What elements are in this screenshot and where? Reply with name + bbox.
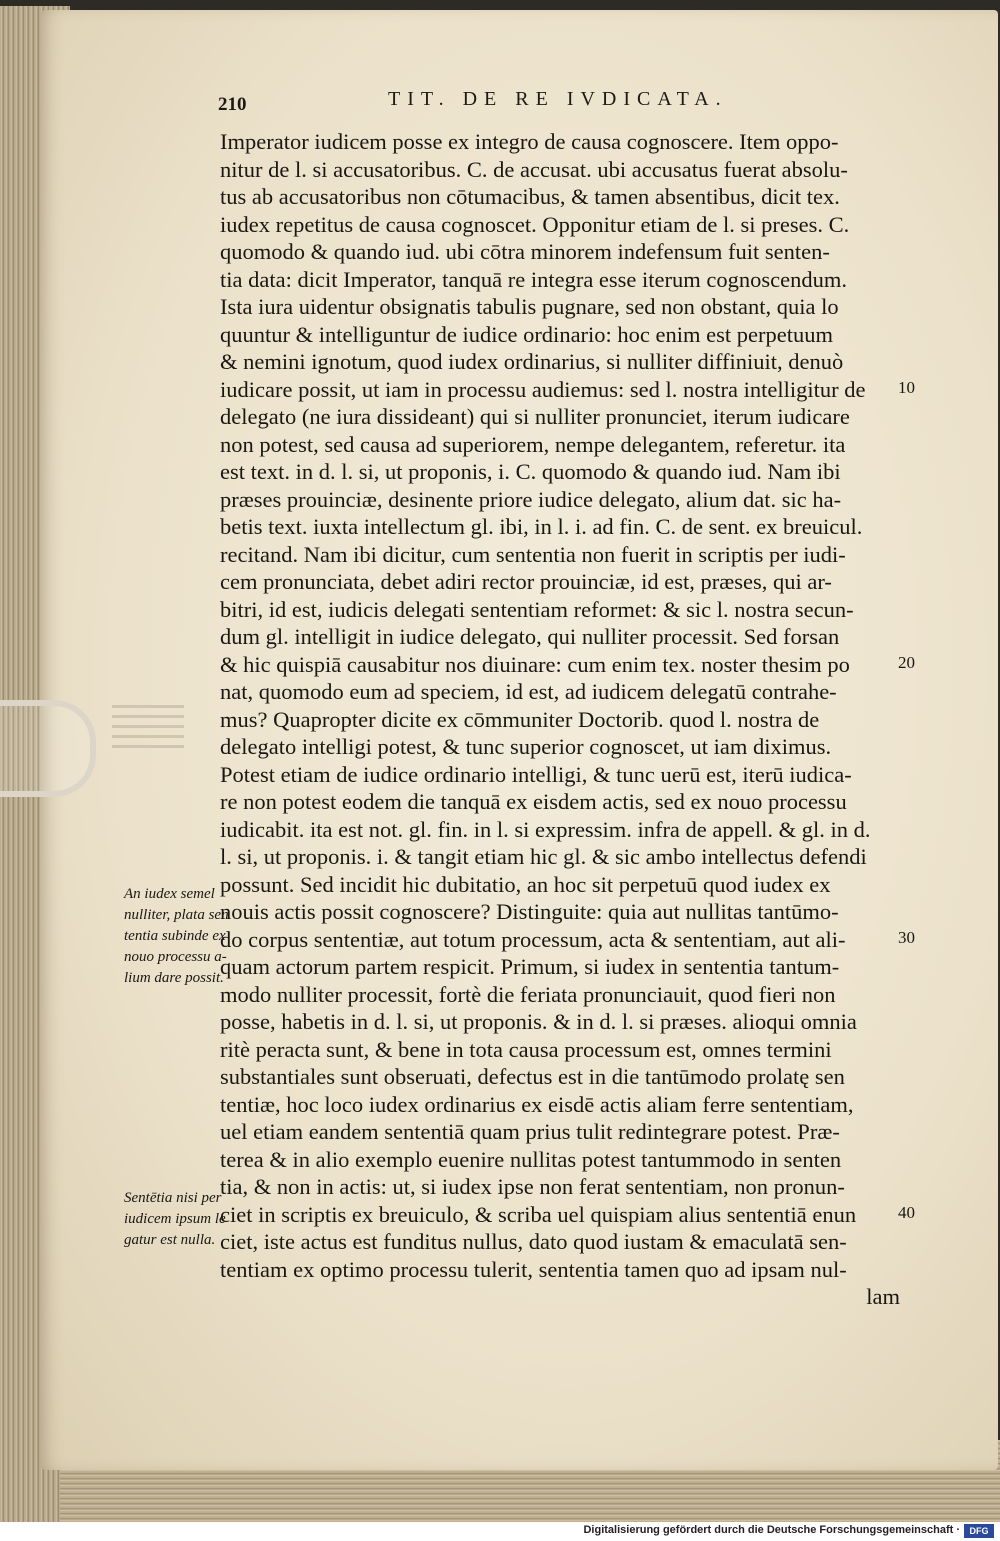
- margin-note-line: iudicem ipsum le: [124, 1211, 226, 1227]
- line-number: 20: [898, 653, 915, 672]
- text-line: delegato intelligi potest, & tunc superior cognoscet, ut iam diximus.: [220, 734, 832, 759]
- page-number: 210: [218, 94, 247, 115]
- text-line: quomodo & quando iud. ubi cōtra minorem indefensum fuit senten-: [220, 239, 830, 264]
- text-line: uel etiam eandem sententiā quam prius tulit redintegrare potest. Præ-: [220, 1119, 840, 1144]
- text-line: terea & in alio exemplo euenire nullitas potest tantummodo in senten: [220, 1146, 842, 1172]
- text-line: posse, habetis in d. l. si, ut proponis. & in d. l. si præses. alioqui omnia: [220, 1009, 857, 1034]
- margin-note: [124, 1188, 226, 1251]
- text-line: præses prouinciæ, desinente priore iudice delegato, alium dat. sic ha-: [220, 486, 842, 512]
- text-line: iudex repetitus de causa cognoscet. Opponitur etiam de l. si preses. C.: [220, 211, 850, 237]
- text-line: nouis actis possit cognoscere? Distinguite: quia aut nullitas tantūmo-: [220, 899, 839, 924]
- margin-note: [124, 884, 229, 989]
- catchword: lam: [866, 1284, 900, 1309]
- line-number: 40: [898, 1203, 915, 1222]
- text-line: quam actorum partem respicit. Primum, si iudex in sententia tantum-: [220, 954, 840, 979]
- faint-bleed-through: [112, 700, 184, 748]
- line-number: 10: [898, 378, 915, 397]
- text-line: tentiam ex optimo processu tulerit, sententia tamen quo ad ipsam nul-: [220, 1256, 847, 1282]
- margin-note-line: nouo processu a-: [124, 949, 227, 965]
- dfg-logo: DFG: [964, 1524, 994, 1538]
- text-line: iudicabit. ita est not. gl. fin. in l. si expressim. infra de appell. & gl. in d.: [220, 816, 871, 842]
- text-line: tia, & non in actis: ut, si iudex ipse non ferat sententiam, non pronun-: [220, 1174, 845, 1199]
- line-number: 30: [898, 928, 915, 947]
- text-line: ciet, iste actus est funditus nullus, dato quod iustam & emaculatā sen-: [220, 1229, 847, 1254]
- margin-note-line: tentia subinde ex: [124, 928, 226, 944]
- running-title: TIT. DE RE IVDICATA.: [388, 88, 728, 110]
- text-line: possunt. Sed incidit hic dubitatio, an hoc sit perpetuū quod iudex ex: [220, 871, 831, 897]
- text-line: substantiales sunt obseruati, defectus est in die tantūmodo prolatę sen: [220, 1064, 845, 1089]
- text-line: delegato (ne iura dissideant) qui si nulliter pronunciet, iterum iudicare: [220, 404, 850, 429]
- text-line: non potest, sed causa ad superiorem, nempe delegantem, referetur. ita: [220, 431, 846, 457]
- text-line: Ista iura uidentur obsignatis tabulis pugnare, sed non obstant, quia lo: [220, 294, 839, 319]
- text-line: recitand. Nam ibi dicitur, cum sententia non fuerit in scriptis per iudi-: [220, 541, 846, 567]
- text-line: quuntur & intelliguntur de iudice ordinario: hoc enim est perpetuum: [220, 321, 833, 347]
- text-line: tus ab accusatoribus non cōtumacibus, & tamen absentibus, dicit tex.: [220, 184, 840, 209]
- margin-note-line: lium dare possit.: [124, 970, 224, 986]
- margin-note-line: An iudex semel: [124, 886, 215, 902]
- text-line: tia data: dicit Imperator, tanquā re integra esse iterum cognoscendum.: [220, 266, 847, 292]
- text-line: bitri, id est, iudicis delegati sententiam reformet: & sic l. nostra secun-: [220, 596, 854, 622]
- text-line: & hic quispiā causabitur nos diuinare: cum enim tex. noster thesim po: [220, 651, 850, 677]
- body-text: [220, 128, 910, 1311]
- footer: [0, 1522, 1000, 1541]
- paper-clip: [0, 700, 96, 797]
- text-line: est text. in d. l. si, ut proponis, i. C. quomodo & quando iud. Nam ibi: [220, 459, 841, 484]
- text-line: nat, quomodo eum ad speciem, id est, ad iudicem delegatū contrahe-: [220, 679, 837, 704]
- text-line: Imperator iudicem posse ex integro de causa cognoscere. Item oppo-: [220, 129, 839, 154]
- text-line: ritè peracta sunt, & bene in tota causa processum est, omnes termini: [220, 1036, 832, 1062]
- text-line: & nemini ignotum, quod iudex ordinarius, si nulliter diffiniuit, denuò: [220, 349, 844, 374]
- text-line: cem pronunciata, debet adiri rector prouinciæ, id est, præses, qui ar-: [220, 569, 832, 594]
- text-line: nitur de l. si accusatoribus. C. de accusat. ubi accusatus fuerat absolu-: [220, 156, 848, 182]
- text-line: ciet in scriptis ex breuiculo, & scriba uel quispiam alius sententiā enun: [220, 1201, 857, 1227]
- text-line: betis text. iuxta intellectum gl. ibi, in l. i. ad fin. C. de sent. ex breuicul.: [220, 514, 863, 539]
- text-line: l. si, ut proponis. i. & tangit etiam hic gl. & sic ambo intellectus defendi: [220, 844, 867, 869]
- page-header: [218, 88, 918, 118]
- margin-note-line: Sentētia nisi per: [124, 1190, 222, 1206]
- text-line: iudicare possit, ut iam in processu audiemus: sed l. nostra intelligitur de: [220, 376, 866, 402]
- funding-credit: Digitalisierung gefördert durch die Deutsche Forschungsgemeinschaft ·: [583, 1524, 960, 1536]
- text-line: re non potest eodem die tanquā ex eisdem actis, sed ex nouo processu: [220, 789, 847, 814]
- text-line: modo nulliter processit, fortè die feriata pronunciauit, quod fieri non: [220, 981, 836, 1007]
- text-line: do corpus sententiæ, aut totum processum, acta & sententiam, aut ali-: [220, 926, 846, 952]
- margin-note-line: nulliter, plata sen: [124, 907, 229, 923]
- text-line: mus? Quapropter dicite ex cōmmuniter Doctorib. quod l. nostra de: [220, 706, 820, 732]
- text-line: tentiæ, hoc loco iudex ordinarius ex eisdē actis aliam ferre sententiam,: [220, 1091, 854, 1117]
- margin-note-line: gatur est nulla.: [124, 1232, 216, 1248]
- text-line: dum gl. intelligit in iudice delegato, qui nulliter processit. Sed forsan: [220, 624, 840, 649]
- text-line: Potest etiam de iudice ordinario intelligi, & tunc uerū est, iterū iudica-: [220, 761, 852, 787]
